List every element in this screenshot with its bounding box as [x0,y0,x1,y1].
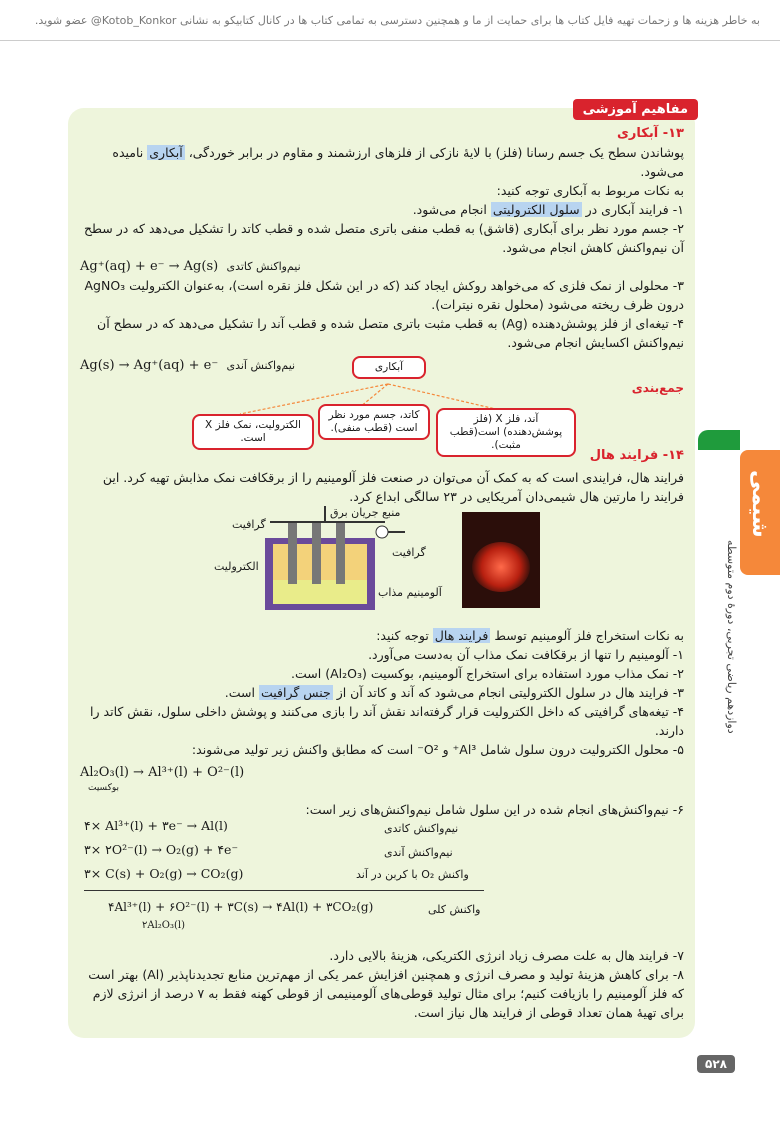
reaction-sum-line [84,890,484,891]
summary-cathode-box: کاتد، جسم مورد نظر است (قطب منفی). [318,404,430,440]
sec14-final-notes [80,946,684,1022]
reaction-anode-label: نیم‌واکنش آندی [384,846,453,859]
sec13-eq2: Ag(s) → Ag⁺(aq) + e⁻ نیم‌واکنش آندی [80,358,296,373]
sec13-p4: ۴- تیغه‌ای از فلز پوشش‌دهنده (Ag) به قطب مثبت باتری متصل شده و قطب آند را تشکیل می‌دهد که در سطح آن نیم‌واکنش اکسایش انجام می‌شود. [97,316,684,350]
sec14-title: ۱۴- فرایند هال [589,448,684,463]
reaction-anode: ۳× ۲O²⁻(l) → O₂(g) + ۴e⁻ [84,842,239,857]
sec14-n2: ۲- نمک مذاب مورد استفاده برای استخراج آلومینیم، بوکسیت (Al₂O₃) است. [291,666,684,681]
sec14-content [80,446,684,506]
label-power-source: منبع جریان برق [330,506,401,519]
reaction-total-sub: ۲Al₂O₃(l) [142,920,186,931]
label-molten-aluminum: آلومینیم مذاب [378,586,442,599]
label-electrolyte: الکترولیت [214,560,259,573]
sec14-n3: ۳- فرایند هال در سلول الکترولیتی انجام می‌شود که آند و کاتد آن از جنس گرافیت است. [224,685,684,700]
sec14-n7: ۷- فرایند هال به علت مصرف زیاد انرژی الکتریکی، هزینهٔ بالایی دارد. [329,948,684,963]
sec14-n6: ۶- نیم‌واکنش‌های انجام شده در این سلول شامل نیم‌واکنش‌های زیر است: [305,802,684,817]
summary-electrolyte-box: الکترولیت، نمک فلز X است. [192,414,314,450]
summary-center-box: آبکاری [352,356,426,379]
sec14-n5: ۵- محلول الکترولیت درون سلول شامل Al³⁺ و O²⁻ است که مطابق واکنش زیر تولید می‌شوند: [191,742,684,757]
top-divider [0,40,780,41]
summary-anode-box: آند، فلز X (فلز پوشش‌دهنده) است(قطب مثبت). [436,408,576,457]
top-note: به خاطر هزینه ها و زحمات تهیه فایل کتاب ها برای حمایت از ما و همچنین دسترسی به تمامی کتاب ها در کانال کتابیکو به نشانی Kotob_Konkor@ عضو شوید. [34,14,760,27]
sec13-eq1: Ag⁺(aq) + e⁻ → Ag(s) نیم‌واکنش کاتدی [80,259,301,274]
sec13-title: ۱۳- آبکاری [617,126,684,141]
hall-reactions [84,812,504,942]
sec14-n4: ۴- تیغه‌های گرافیتی که داخل الکترولیت قرار گرفته‌اند نقش آند را بازی می‌کنند و پوشش داخلی سلول، نقش کاتد را دارند. [90,704,684,738]
sec14-note: به نکات استخراج فلز آلومینیم توسط فرایند هال توجه کنید: [376,628,684,643]
label-graphite-right: گرافیت [392,546,426,559]
sec13-p2: ۲- جسم مورد نظر برای آبکاری (قاشق) به قطب منفی باتری متصل شده و قطب کاتد را تشکیل می‌دهد که در سطح آن نیم‌واکنش کاهش انجام می‌شود. [83,221,684,255]
sec14-notes [80,626,684,819]
label-graphite-top: گرافیت [232,518,266,531]
reaction-carbon: ۳× C(s) + O₂(g) → CO₂(g) [84,866,244,881]
sec13-intro: پوشاندن سطح یک جسم رسانا (فلز) با لایهٔ نازکی از فلزهای ارزشمند و مقاوم در برابر خوردگی، آبکاری نامیده می‌شود. [112,145,684,179]
sec13-note: به نکات مربوط به آبکاری توجه کنید: [496,183,684,198]
side-tab-accent [698,430,740,450]
reaction-carbon-label: واکنش O₂ با کربن در آند [356,868,469,881]
sec13-p1: ۱- فرایند آبکاری در سلول الکترولیتی انجام می‌شود. [412,202,684,217]
subject-label: شیمی [747,470,772,538]
summary-diagram [180,352,610,452]
grade-label: دوازدهم ریاضی تجربی، دورهٔ دوم متوسطه [725,540,738,734]
reaction-cathode-label: نیم‌واکنش کاتدی [384,822,459,835]
reaction-cathode: ۴× Al³⁺(l) + ۳e⁻ → Al(l) [84,818,228,833]
summary-label: جمع‌بندی [631,381,684,395]
molten-metal-photo [462,512,540,608]
reaction-total-label: واکنش کلی [428,903,481,916]
sec13-p3: ۳- محلولی از نمک فلزی که می‌خواهد روکش ایجاد کند (که در این شکل فلز نقره است)، به‌عنوان الکترولیت AgNO₃ درون ظرف ریخته می‌شود (محلول نقره نیترات). [84,278,684,312]
hall-cell-diagram [210,500,440,620]
section-badge: مفاهیم آموزشی [573,99,698,120]
sec14-eq3-sub: بوکسیت [88,783,120,793]
sec14-eq3: Al₂O₃(l) → Al³⁺(l) + O²⁻(l) [80,765,245,780]
page-number: ۵۲۸ [697,1055,735,1073]
sec14-n8: ۸- برای کاهش هزینهٔ تولید و مصرف انرژی و همچنین افزایش عمر یکی از مهم‌ترین منابع تجدیدناپذیر (Al) بهتر است که فلز آلومینیم را بازیافت کنیم؛ برای مثال تولید قوطی‌های آلومینیمی از قوطی کهنه فقط به ۷ درصد از انرژی لازم برای تهیهٔ همان تعداد قوطی از فرایند هال نیاز است. [88,967,684,1020]
reaction-total: ۴Al³⁺(l) + ۶O²⁻(l) + ۳C(s) → ۴Al(l) + ۳CO₂(g) [108,900,374,914]
sec14-n1: ۱- آلومینیم را تنها از برقکافت نمک مذاب آن به‌دست می‌آورد. [368,647,684,662]
sec14-intro: فرایند هال، فرایندی است که به کمک آن می‌توان در صنعت فلز آلومینیم را از برقکافت نمک مذابش تهیه کرد. این فرایند را مارتین هال شیمی‌دان آمریکایی در ۲۳ سالگی ابداع کرد. [102,470,684,504]
